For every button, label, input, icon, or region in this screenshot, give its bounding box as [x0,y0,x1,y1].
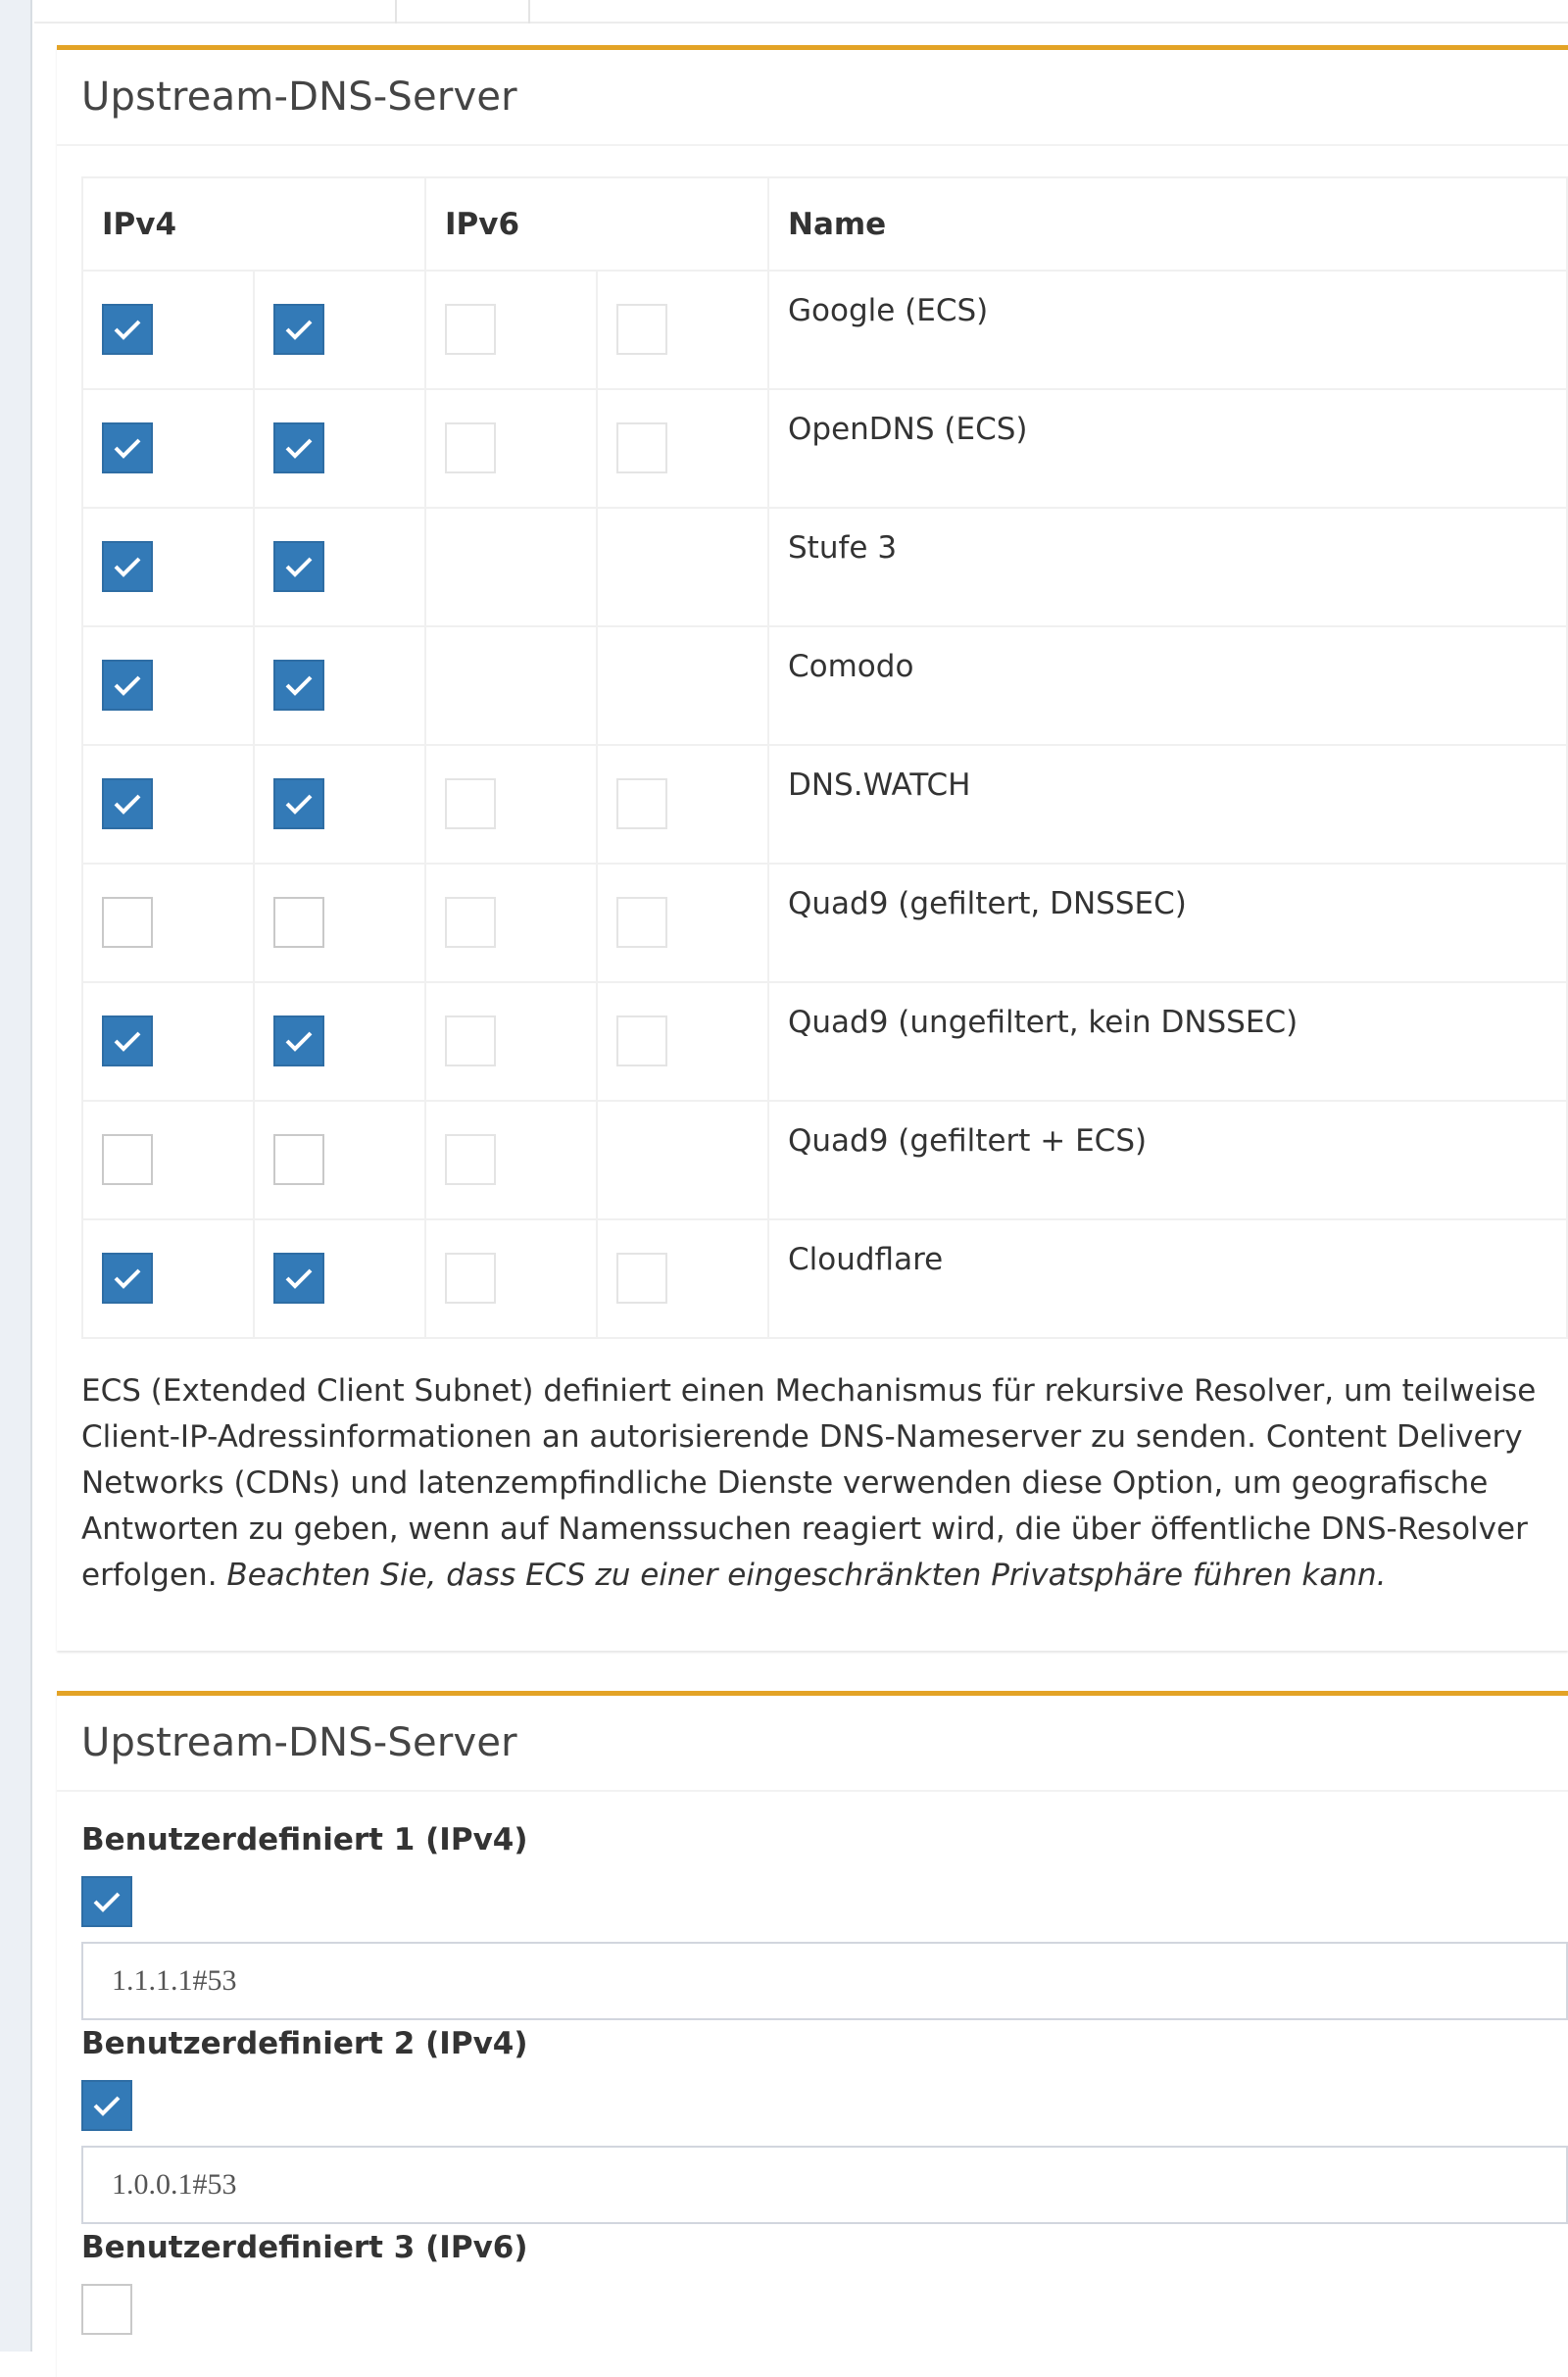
table-header-row [82,177,1567,271]
table-row [82,982,1567,1101]
checkbox-cell [82,626,254,745]
custom-1-label: Benutzerdefiniert 1 (IPv4) [81,1822,528,1857]
ipv6-secondary-checkbox[interactable] [616,1015,667,1066]
checkmark-icon [284,437,314,459]
box-header [57,50,1568,146]
ipv4-secondary-checkbox[interactable] [273,541,324,592]
ipv6-secondary-checkbox[interactable] [616,778,667,829]
checkbox-cell [597,1219,768,1338]
checkbox-cell [254,389,425,508]
checkbox-cell [425,982,597,1101]
checkmark-icon [284,793,314,815]
tab-bar [34,0,1568,24]
checkbox-cell [425,1101,597,1219]
upstream-dns-table [81,176,1568,1339]
checkbox-cell [254,1101,425,1219]
checkmark-icon [284,1267,314,1289]
upstream-dns-box [57,45,1568,1651]
custom-dns-box [57,1691,1568,2377]
checkbox-cell [82,745,254,864]
checkbox-cell [425,271,597,389]
checkbox-cell [425,1219,597,1338]
checkmark-icon [284,319,314,340]
server-name: Quad9 (gefiltert + ECS) [768,1101,1567,1219]
ipv4-secondary-checkbox[interactable] [273,304,324,355]
table-row [82,1101,1567,1219]
checkmark-icon [92,1891,122,1912]
checkbox-cell [425,389,597,508]
checkbox-cell [82,1219,254,1338]
ipv4-primary-checkbox[interactable] [102,1253,153,1304]
custom-3-checkbox-wrap [81,2284,132,2335]
ipv4-secondary-checkbox[interactable] [273,778,324,829]
ipv6-primary-checkbox[interactable] [445,1253,496,1304]
ipv4-secondary-checkbox[interactable] [273,660,324,711]
checkbox-cell [597,389,768,508]
checkmark-icon [113,674,142,696]
table-row [82,271,1567,389]
column-header-name: Name [768,177,1567,271]
ipv4-primary-checkbox[interactable] [102,1015,153,1066]
ecs-description-text: ECS (Extended Client Subnet) definiert einen Mechanismus für rekursive Resolver, um teilweise Client-IP-Adressinformationen an autorisierende DNS-Nameserver zu senden. Content Delivery Networks (CDNs) und latenzempfindliche Dienste verwenden diese Option, um geografische Antworten zu geben, wenn auf Namenssuchen reagiert wird, die über öffentliche DNS-Resolver erfolgen. [81,1373,1537,1593]
ecs-description [81,1368,1551,1599]
checkbox-cell [254,1219,425,1338]
server-name: DNS.WATCH [768,745,1567,864]
box-title: Upstream-DNS-Server [81,1720,517,1765]
table-row [82,864,1567,982]
ipv6-primary-checkbox[interactable] [445,304,496,355]
ipv6-primary-checkbox[interactable] [445,422,496,473]
ipv4-primary-checkbox[interactable] [102,897,153,948]
ipv4-secondary-checkbox[interactable] [273,897,324,948]
checkbox-cell [82,982,254,1101]
server-name: OpenDNS (ECS) [768,389,1567,508]
ipv4-primary-checkbox[interactable] [102,1134,153,1185]
table-row [82,745,1567,864]
custom-2-checkbox-wrap [81,2080,132,2131]
table-row [82,508,1567,626]
checkbox-cell [597,1101,768,1219]
checkbox-cell [254,745,425,864]
checkbox-cell [425,508,597,626]
ipv6-primary-checkbox[interactable] [445,897,496,948]
checkbox-cell [254,271,425,389]
column-header-ipv4: IPv4 [82,177,425,271]
ipv4-secondary-checkbox[interactable] [273,1134,324,1185]
tab-divider [528,0,530,24]
checkbox-cell [597,745,768,864]
checkmark-icon [113,1030,142,1052]
ipv6-secondary-checkbox[interactable] [616,304,667,355]
tab[interactable] [395,0,528,24]
custom-1-input[interactable]: 1.1.1.1#53 [81,1942,1568,2020]
custom-2-label: Benutzerdefiniert 2 (IPv4) [81,2026,528,2061]
checkbox-cell [254,508,425,626]
checkmark-icon [284,1030,314,1052]
ipv4-primary-checkbox[interactable] [102,422,153,473]
custom-1-checkbox-wrap [81,1876,132,1927]
checkmark-icon [92,2095,122,2116]
column-header-ipv6: IPv6 [425,177,768,271]
ipv4-secondary-checkbox[interactable] [273,1253,324,1304]
ipv6-primary-checkbox[interactable] [445,1015,496,1066]
checkbox-cell [82,508,254,626]
checkbox-cell [82,271,254,389]
checkmark-icon [284,556,314,577]
box-header [57,1696,1568,1792]
server-name: Google (ECS) [768,271,1567,389]
custom-2-checkbox[interactable] [81,2080,132,2131]
table-row [82,389,1567,508]
checkbox-cell [597,982,768,1101]
server-name: Comodo [768,626,1567,745]
custom-2-input[interactable]: 1.0.0.1#53 [81,2146,1568,2224]
checkmark-icon [113,319,142,340]
server-name: Quad9 (ungefiltert, kein DNSSEC) [768,982,1567,1101]
box-title: Upstream-DNS-Server [81,74,517,120]
custom-3-label: Benutzerdefiniert 3 (IPv6) [81,2230,528,2265]
ipv6-secondary-checkbox[interactable] [616,897,667,948]
checkbox-cell [254,864,425,982]
checkmark-icon [113,1267,142,1289]
server-name: Quad9 (gefiltert, DNSSEC) [768,864,1567,982]
checkbox-cell [425,864,597,982]
checkbox-cell [597,271,768,389]
ipv4-secondary-checkbox[interactable] [273,422,324,473]
checkbox-cell [254,626,425,745]
checkmark-icon [113,556,142,577]
sidebar-edge [0,0,32,2352]
ipv6-primary-checkbox[interactable] [445,778,496,829]
table-row [82,1219,1567,1338]
ipv6-secondary-checkbox[interactable] [616,1253,667,1304]
checkbox-cell [597,508,768,626]
checkmark-icon [113,437,142,459]
ipv4-primary-checkbox[interactable] [102,660,153,711]
server-name: Cloudflare [768,1219,1567,1338]
table-row [82,626,1567,745]
server-name: Stufe 3 [768,508,1567,626]
custom-1-checkbox[interactable] [81,1876,132,1927]
ipv4-primary-checkbox[interactable] [102,778,153,829]
checkmark-icon [284,674,314,696]
ipv4-primary-checkbox[interactable] [102,304,153,355]
checkbox-cell [82,1101,254,1219]
ipv4-primary-checkbox[interactable] [102,541,153,592]
checkbox-cell [425,626,597,745]
custom-3-checkbox[interactable] [81,2284,132,2335]
checkbox-cell [82,389,254,508]
checkbox-cell [82,864,254,982]
ipv6-primary-checkbox[interactable] [445,1134,496,1185]
checkmark-icon [113,793,142,815]
checkbox-cell [597,626,768,745]
ipv4-secondary-checkbox[interactable] [273,1015,324,1066]
checkbox-cell [254,982,425,1101]
ecs-privacy-warning: Beachten Sie, dass ECS zu einer eingeschränkten Privatsphäre führen kann. [226,1558,1387,1593]
checkbox-cell [425,745,597,864]
checkbox-cell [597,864,768,982]
ipv6-secondary-checkbox[interactable] [616,422,667,473]
